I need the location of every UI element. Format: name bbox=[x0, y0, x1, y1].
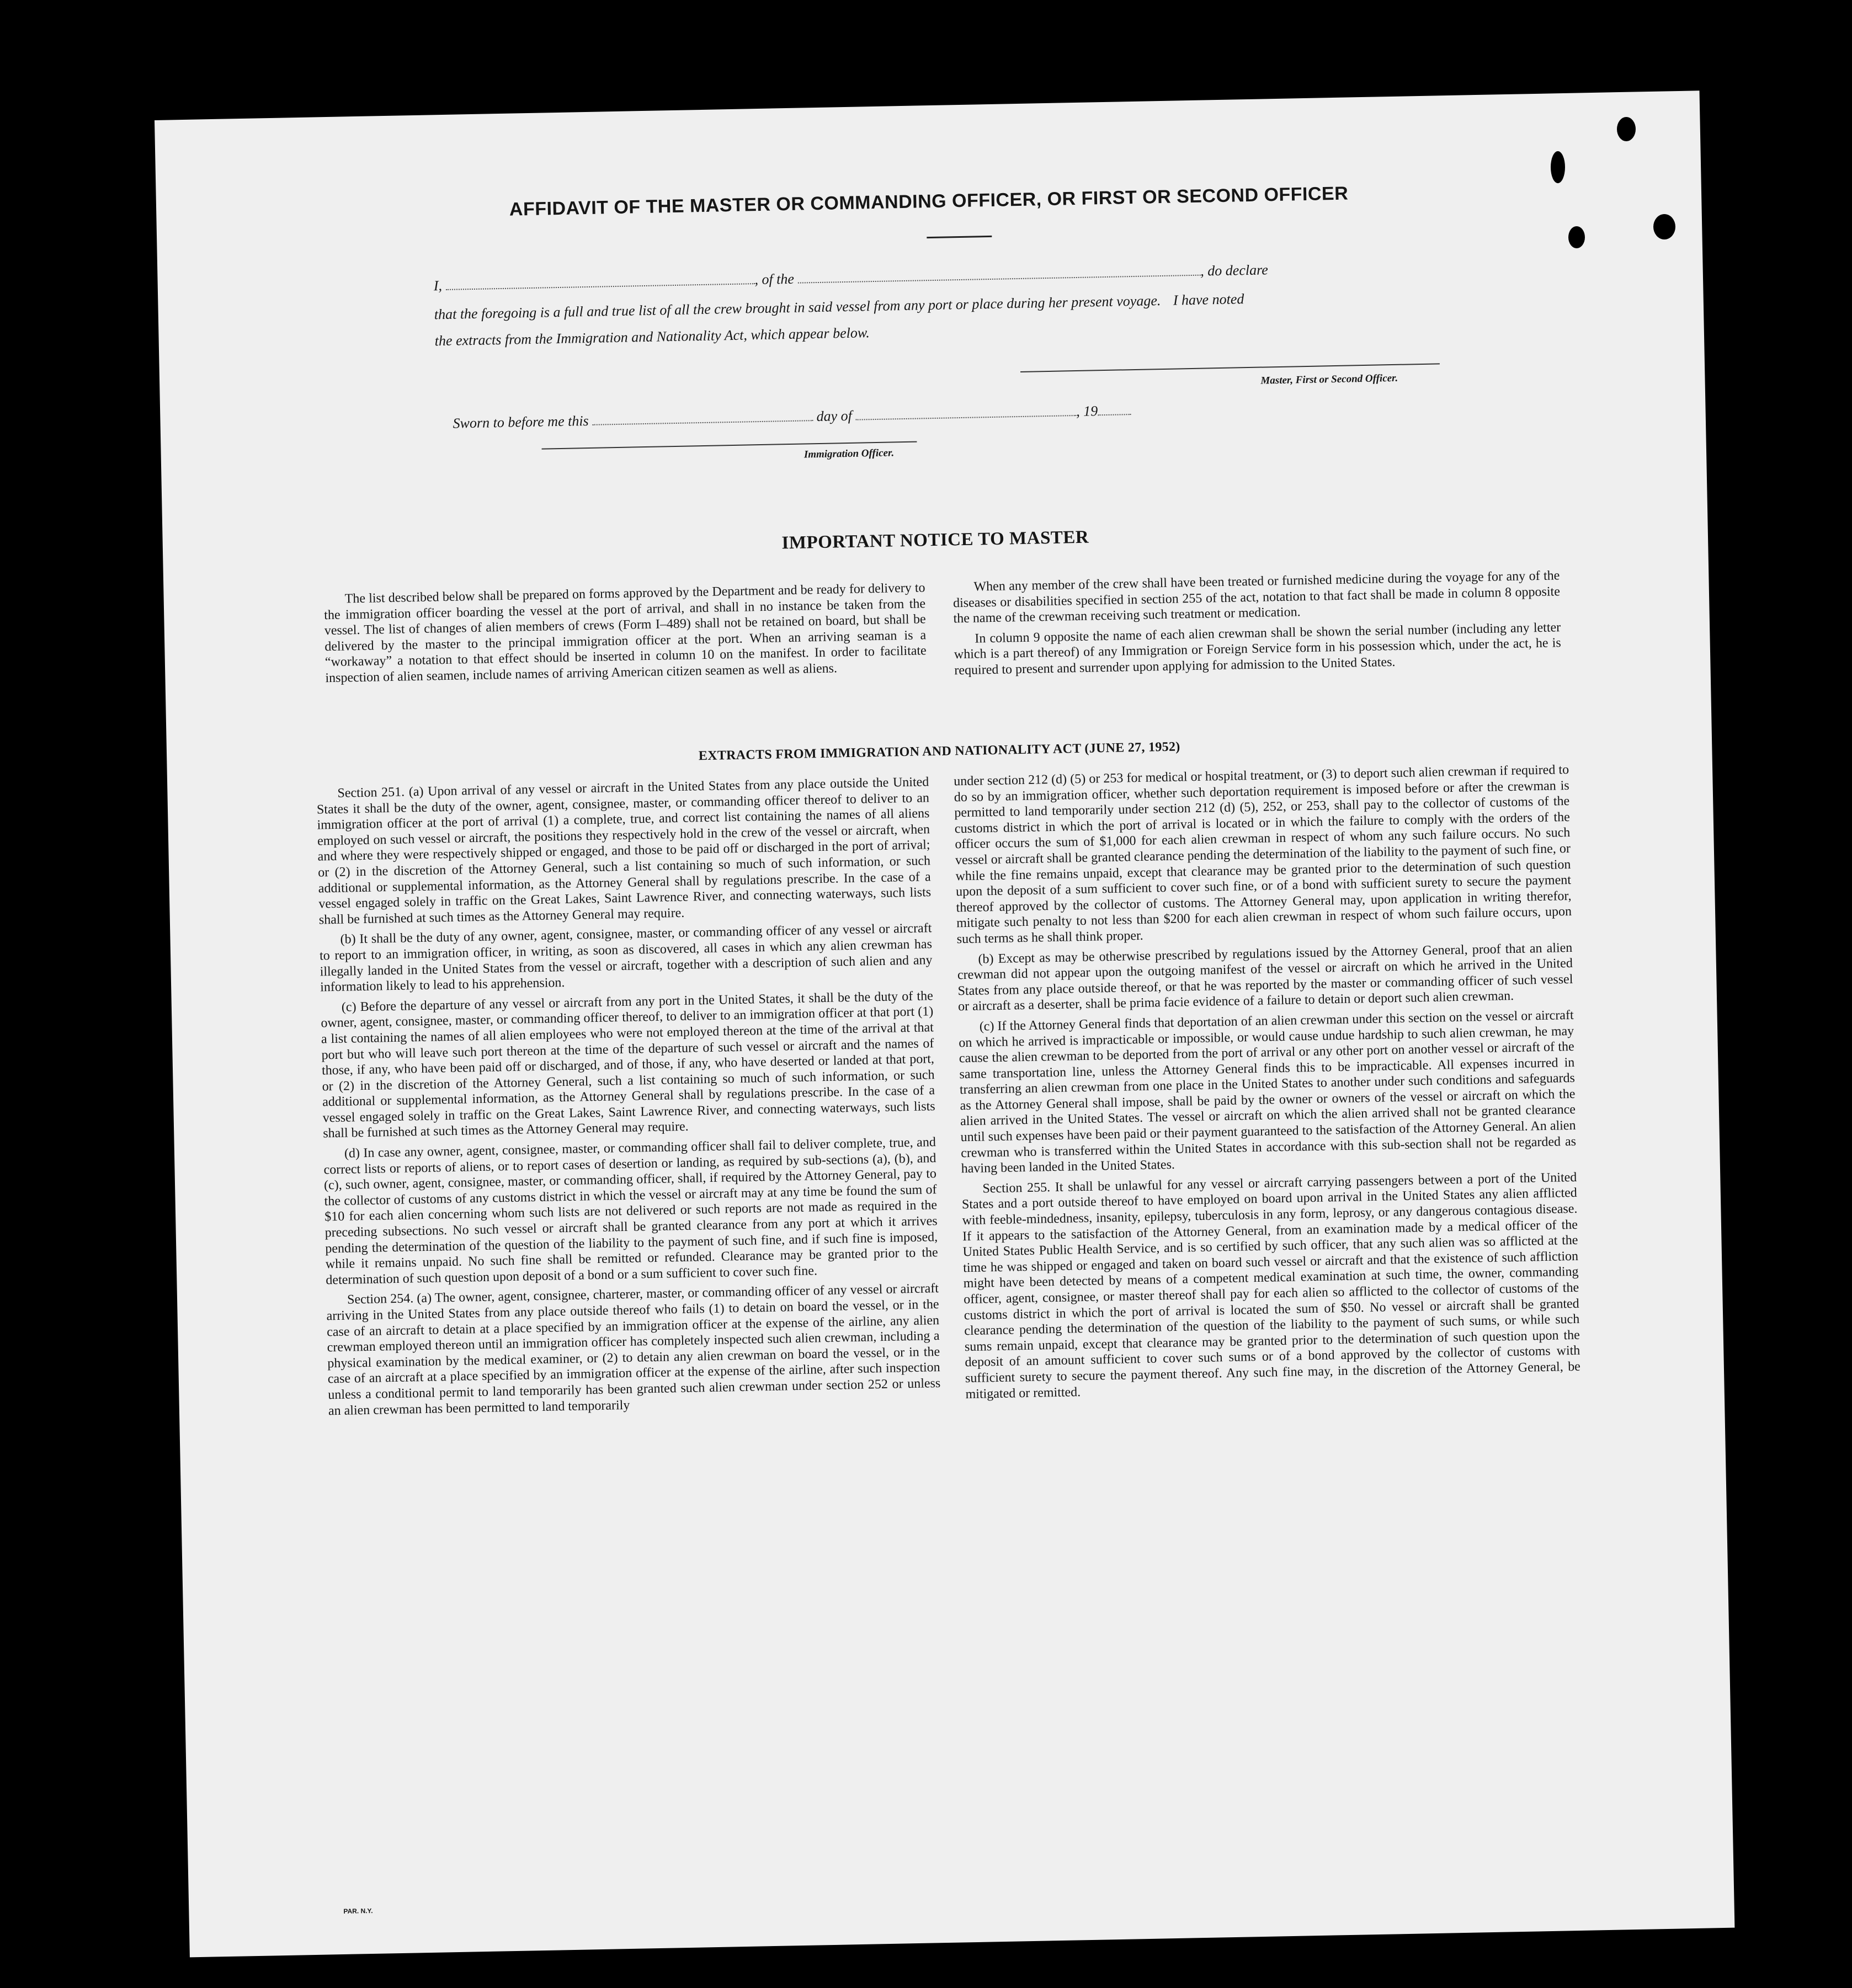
affidavit-line-1 bbox=[434, 262, 1268, 294]
notice-left-column bbox=[323, 580, 927, 690]
section-251-a: Section 251. (a) Upon arrival of any vessel or aircraft in the United States from any place outside the United States it shall be the duty of the owner, agent, consignee, master, or commanding officer thereof to deliver to an immigration officer at the port of arrival (1) a complete, true, and correct list containing the names of all aliens employed on such vessel or aircraft, the positions they respectively hold in the crew of the vessel or aircraft, when and where they were respectively shipped or engaged, and those to be paid off or discharged in the port of arrival; or (2) in the discretion of the Attorney General, such a list containing so much of such information, or such additional or supplemental information, as the Attorney General shall by regulations prescribe. In the case of a vessel engaged solely in traffic on the Great Lakes, Saint Lawrence River, and connecting waterways, such lists shall be furnished at such times as the Attorney General may require. bbox=[316, 775, 932, 928]
vessel-blank[interactable] bbox=[798, 275, 1201, 284]
section-254-c: (c) If the Attorney General finds that deportation of an alien crewman under this section on the vessel or aircraft on which he arrived is impracticable or impossible, or would cause undue hardship to such alien crewman, he may cause the alien crewman to be deported from the port of arrival or any other port on another vessel or aircraft of the same transportation line, unless the Attorney General finds this to be impracticable. All expenses incurred in transferring an alien crewman from one place in the United States to another under such conditions and safeguards as the Attorney General shall impose, shall be paid by the owner or owners of the vessel or aircraft on which the alien arrived in the United States. The vessel or aircraft on which the alien arrived shall not be granted clearance until such expenses have been paid or their payment guaranteed to the satisfaction of the Attorney General. An alien crewman who is transferred within the United States in accordance with this sub-section shall not be regarded as having been landed in the United States. bbox=[959, 1008, 1577, 1176]
notice-right-paragraph-2: In column 9 opposite the name of each alien crewman shall be shown the serial number (including any letter which is a part thereof) of any Immigration or Foreign Service form in his possession which, under the act, he is required to present and surrender upon applying for admission to the United States. bbox=[954, 620, 1561, 678]
document-page bbox=[155, 90, 1734, 1957]
notice-right-column bbox=[952, 568, 1561, 683]
i-label: I, bbox=[433, 278, 443, 294]
affidavit-line-2-text: that the foregoing is a full and true list of all the crew brought in said vessel from any port or place during her present voyage. bbox=[434, 292, 1161, 323]
sworn-line bbox=[453, 402, 1131, 432]
notice-right-paragraph-1: When any member of the crew shall have been treated or furnished medicine during the voyage for any of the diseases or disabilities specified in section 255 of the act, notation to that fact shall be made in column 8 opposite the name of the crewman receiving such treatment or medication. bbox=[952, 568, 1561, 626]
section-251-c: (c) Before the departure of any vessel or aircraft from any port in the United States, it shall be the duty of the owner, agent, consignee, master, or commanding officer thereof, to deliver to an immigration officer at that port (1) a list containing the names of all alien employees who were not employed thereon at the time of the arrival at that port but who will leave such port thereon at the time of the departure of such vessel or aircraft and the names of those, if any, who have been paid off or discharged, and of those, if any, who have deserted or landed at that port, or (2) in the discretion of the Attorney General, such a list containing so much of such information, or such additional or supplemental information, as the Attorney General shall by regulations prescribe. In the case of a vessel engaged solely in traffic on the Great Lakes, Saint Lawrence River, and connecting waterways, such lists shall be furnished at such times as the Attorney General may require. bbox=[321, 988, 935, 1141]
day-of-label: day of bbox=[816, 407, 853, 425]
extracts-title: EXTRACTS FROM IMMIGRATION AND NATIONALITY ACT (JUNE 27, 1952) bbox=[698, 739, 1180, 764]
punch-hole-mark bbox=[1617, 117, 1636, 141]
of-the-label: , of the bbox=[754, 270, 795, 288]
master-signature-caption: Master, First or Second Officer. bbox=[1260, 372, 1398, 387]
punch-hole-mark bbox=[1551, 151, 1565, 183]
sworn-month-blank[interactable] bbox=[855, 415, 1076, 420]
notice-left-paragraph: The list described below shall be prepared on forms approved by the Department and be ready for delivery to the immigration officer boarding the vessel at the port of arrival, and shall in no instance be taken from the vessel. The list of changes of alien members of crews (Form I–489) shall not be retained on board, but shall be delivered by the master to the principal immigration officer at the port. When an arriving seaman is a “workaway” a notation to that effect should be inserted in column 10 on the manifest. In order to facilitate inspection of alien seamen, include names of arriving American citizen seamen as well as aliens. bbox=[324, 580, 927, 686]
section-254-a: Section 254. (a) The owner, agent, consignee, charterer, master, or commanding officer of any vessel or aircraft arriving in the United States from any place outside thereof who fails (1) to detain on board the vessel, or in the case of an aircraft to detain at a place specified by an immigration officer at the expense of the airline, any alien crewman employed thereon until an immigration officer has completely inspected such alien crewman, including a physical examination by the medical examiner, or (2) to detain any alien crewman on board the vessel, or in the case of an aircraft at a place specified by an immigration officer at the expense of the airline, after such inspection unless a conditional permit to land temporarily has been granted such alien crewman under section 252 or unless an alien crewman has been permitted to land temporarily bbox=[326, 1281, 941, 1418]
printer-mark: PAR. N.Y. bbox=[343, 1907, 373, 1916]
do-declare-label: , do declare bbox=[1200, 262, 1269, 279]
sworn-year-blank[interactable] bbox=[1098, 414, 1131, 415]
notice-title: IMPORTANT NOTICE TO MASTER bbox=[781, 527, 1089, 553]
section-251-d: (d) In case any owner, agent, consignee, master, or commanding officer shall fail to deliver complete, true, and correct lists or reports of aliens, or to report cases of desertion or landing, as required by sub-sections (a), (b), and (c), such owner, agent, consignee, master, or commanding officer, shall, if required by the Attorney General, pay to the collector of customs of any customs district in which the vessel or aircraft may at any time be found the sum of $10 for each alien concerning whom such lists are not delivered or such reports are not made as required in the preceding subsections. No such vessel or aircraft shall be granted clearance from any port at which it arrives pending the determination of the question of the liability to the payment of such fine, and if such fine is imposed, while it remains unpaid. No such fine shall be remitted or refunded. Clearance may be granted prior to the determination of such question upon deposit of a bond or a sum sufficient to cover such fine. bbox=[323, 1135, 938, 1288]
affidavit-title: AFFIDAVIT OF THE MASTER OR COMMANDING OFFICER, OR FIRST OR SECOND OFFICER bbox=[509, 183, 1349, 220]
affidavit-line-2-end: I have noted bbox=[1173, 291, 1244, 308]
section-254-b: (b) Except as may be otherwise prescribed by regulations issued by the Attorney General, proof that an alien crewman did not appear upon the outgoing manifest of the vessel or aircraft on which he arrived in the United States from any place outside thereof, or that he was reported by the master or commanding officer of such vessel or aircraft as a deserter, shall be prima facie evidence of a failure to detain or deport such alien crewman. bbox=[957, 940, 1573, 1014]
section-255: Section 255. It shall be unlawful for any vessel or aircraft carrying passengers between a port of the United States and a port outside thereof to have employed on board upon arrival in the United States any alien afflicted with feeble-mindedness, insanity, epilepsy, tuberculosis in any form, leprosy, or any dangerous contagious disease. If it appears to the satisfaction of the Attorney General, from an examination made by a medical officer of the United States Public Health Service, and is so certified by such officer, that any such alien was so afflicted at the time he was shipped or engaged and taken on board such vessel or aircraft and that the existence of such affliction might have been detected by means of a competent medical examination at such time, the owner, commanding officer, agent, consignee, or master thereof shall pay for each alien so afflicted to the collector of customs of the customs district in which the port of arrival is located the sum of $50. No vessel or aircraft shall be granted clearance pending the determination of the question of the liability to the payment of such sums, or while such sums remain unpaid, except that clearance may be granted prior to the determination of such question upon the deposit of an amount sufficient to cover such sums or of a bond approved by the collector of customs with sufficient surety to secure the payment thereof. Any such fine may, in the discretion of the Attorney General, be mitigated or remitted. bbox=[961, 1170, 1581, 1401]
extracts-left-column bbox=[316, 774, 941, 1423]
name-blank[interactable] bbox=[446, 283, 755, 290]
immigration-officer-caption: Immigration Officer. bbox=[803, 447, 895, 461]
extracts-right-column bbox=[954, 762, 1581, 1406]
punch-hole-mark bbox=[1568, 226, 1585, 248]
section-254-a-continued: under section 212 (d) (5) or 253 for medical or hospital treatment, or (3) to deport such alien crewman if required to do so by an immigration officer, whether such deportation requirement is imposed before or after the crewman is permitted to land temporarily under section 212 (d) (5), 252, or 253, shall pay to the collector of customs of the customs district in which the port of arrival is located or in which the failure to comply with the orders of the officer occurs the sum of $1,000 for each alien crewman in respect of whom any such failure occurs. No such vessel or aircraft shall be granted clearance pending the determination of the liability to the payment of such fine, or while the fine remains unpaid, except that clearance may be granted prior to the determination of such question upon the deposit of a sum sufficient to cover such fine, or of a bond with sufficient surety to secure the payment thereof approved by the collector of customs. The Attorney General may, upon application in writing therefor, mitigate such penalty to not less than $200 for each alien crewman in respect of whom such failure occurs, upon such terms as he shall think proper. bbox=[954, 763, 1572, 947]
title-divider bbox=[927, 236, 992, 238]
affidavit-line-2 bbox=[434, 291, 1244, 323]
sworn-label: Sworn to before me this bbox=[453, 413, 589, 431]
master-signature-line[interactable] bbox=[1020, 363, 1440, 372]
punch-hole-mark bbox=[1653, 214, 1675, 239]
affidavit-line-3: the extracts from the Immigration and Nationality Act, which appear below. bbox=[434, 324, 870, 349]
sworn-day-blank[interactable] bbox=[592, 420, 813, 425]
section-251-b: (b) It shall be the duty of any owner, agent, consignee, master, or commanding officer of any vessel or aircraft to report to an immigration officer, in writing, as soon as discovered, all cases in which any alien crewman has illegally landed in the United States from the vessel or aircraft, together with a description of such alien and any information likely to lead to his apprehension. bbox=[319, 921, 933, 995]
year-label: , 19 bbox=[1076, 403, 1098, 420]
